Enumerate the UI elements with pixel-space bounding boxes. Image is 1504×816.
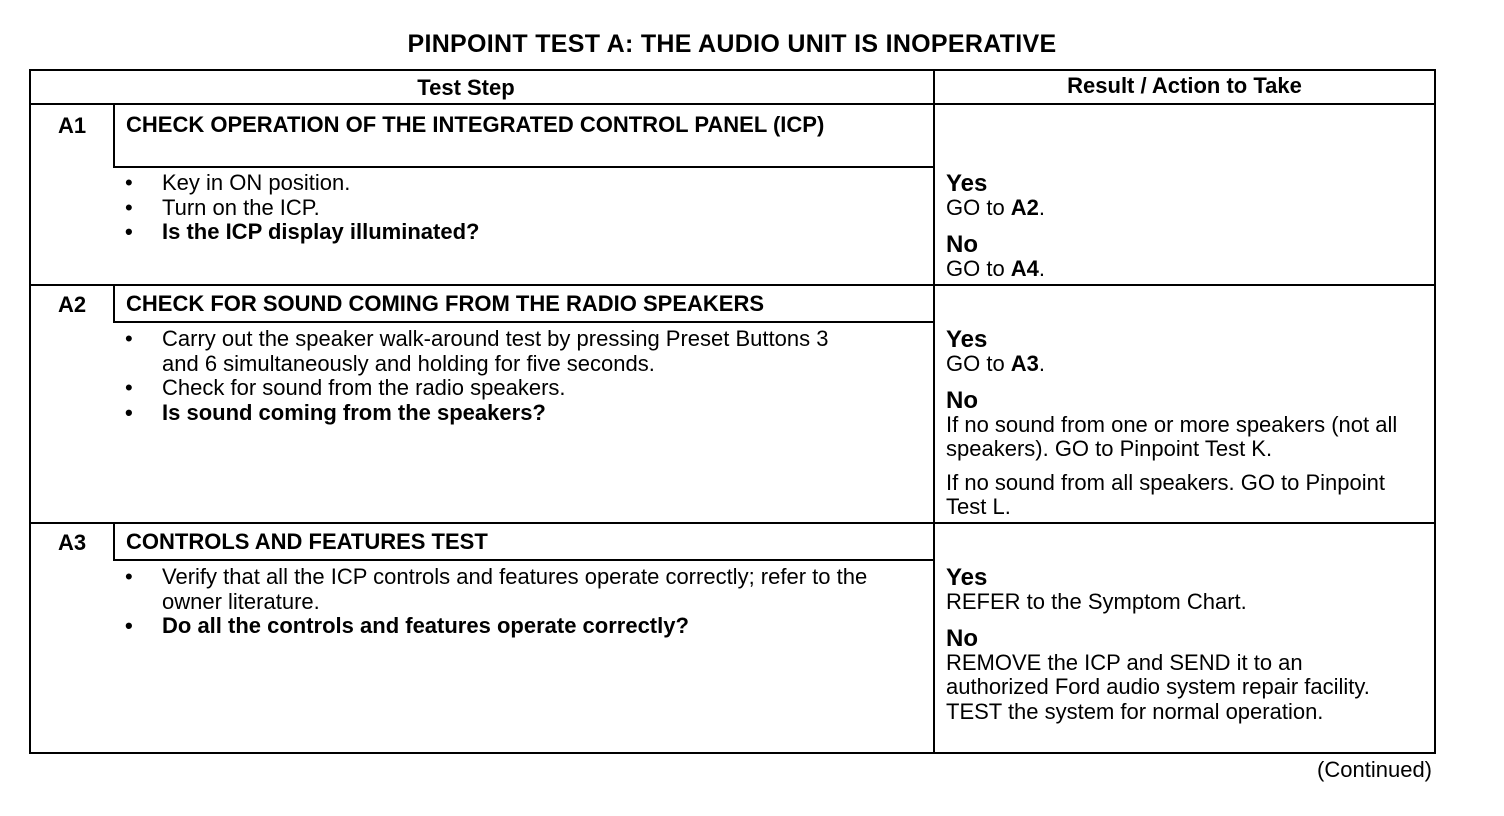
step-title: CHECK OPERATION OF THE INTEGRATED CONTROL PANEL (ICP) — [126, 112, 825, 137]
no-label: No — [946, 386, 978, 414]
step-title-divider — [113, 166, 933, 168]
step-id-divider — [113, 524, 115, 561]
step-id: A3 — [57, 530, 87, 555]
step-title: CONTROLS AND FEATURES TEST — [126, 529, 488, 554]
bullet-item: • Carry out the speaker walk-around test by pressing Preset Buttons 3 and 6 simultaneously and holding for five seconds. — [125, 327, 865, 376]
yes-label: Yes — [946, 326, 988, 353]
bullet-question: • Is sound coming from the speakers? — [125, 401, 865, 426]
page-title: PINPOINT TEST A: THE AUDIO UNIT IS INOPERATIVE — [407, 30, 1057, 58]
yes-label: Yes — [946, 170, 988, 197]
step-bullets — [125, 327, 865, 425]
bullet-item: • Check for sound from the radio speakers. — [125, 376, 865, 401]
result-a2 — [946, 327, 1426, 520]
no-action: If no sound from all speakers. GO to Pinpoint Test L. — [946, 469, 1386, 519]
step-title-divider — [113, 321, 933, 323]
step-id-divider — [113, 286, 115, 323]
header-result: Result / Action to Take — [1067, 73, 1302, 98]
no-label: No — [946, 624, 978, 652]
row-divider — [31, 284, 1434, 286]
bullet-item: • Key in ON position. — [125, 171, 915, 196]
bullet-question: • Is the ICP display illuminated? — [125, 220, 915, 245]
no-label: No — [946, 230, 978, 258]
bullet-item: • Turn on the ICP. — [125, 196, 915, 221]
bullet-question: • Do all the controls and features operate correctly? — [125, 614, 895, 639]
yes-action: GO to A3. — [946, 351, 1046, 376]
no-action: If no sound from one or more speakers (not all speakers). GO to Pinpoint Test K. — [946, 411, 1398, 461]
header-test-step: Test Step — [417, 75, 515, 100]
pinpoint-test-table — [29, 69, 1436, 754]
header-divider — [31, 103, 1434, 105]
result-a3 — [946, 565, 1426, 724]
column-divider — [933, 71, 935, 752]
bullet-item: • Verify that all the ICP controls and features operate correctly; refer to the owner literature. — [125, 565, 895, 614]
step-title: CHECK FOR SOUND COMING FROM THE RADIO SPEAKERS — [126, 291, 765, 316]
yes-label: Yes — [946, 564, 988, 591]
row-divider — [31, 522, 1434, 524]
yes-action: GO to A2. — [946, 195, 1046, 220]
step-bullets — [125, 171, 915, 245]
continued-note: (Continued) — [1317, 757, 1432, 782]
step-id: A1 — [57, 113, 87, 138]
step-id: A2 — [57, 292, 87, 317]
result-a1 — [946, 171, 1426, 281]
step-id-divider — [113, 105, 115, 167]
step-title-divider — [113, 559, 933, 561]
step-bullets — [125, 565, 895, 639]
yes-action: REFER to the Symptom Chart. — [946, 589, 1247, 614]
no-action: GO to A4. — [946, 255, 1046, 281]
no-action: REMOVE the ICP and SEND it to an authorized Ford audio system repair facility. TEST the system for normal operation. — [946, 649, 1370, 724]
